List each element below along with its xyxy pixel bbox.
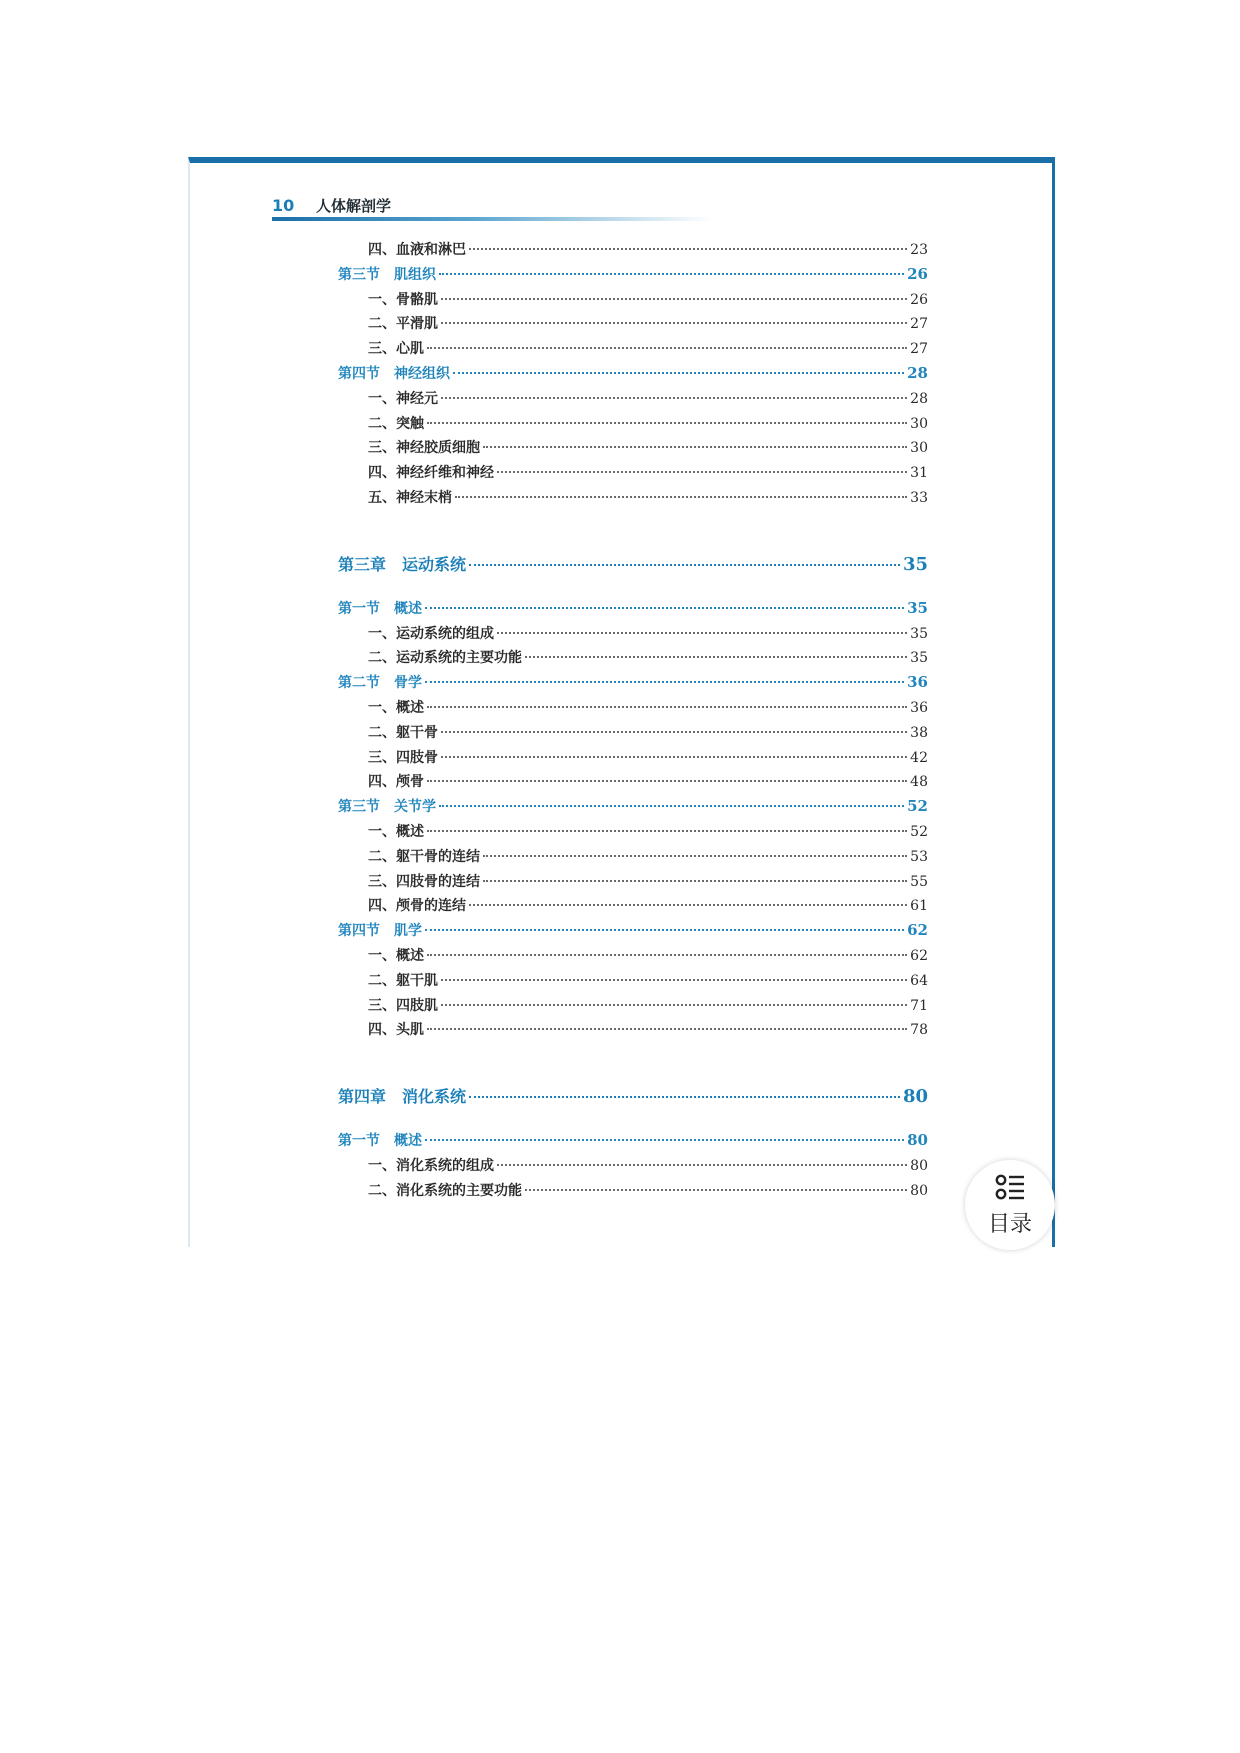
dot-leader [455,496,907,498]
dot-leader [441,731,907,733]
dot-leader [469,1096,900,1098]
page-ref: 35 [910,650,928,667]
dot-leader [441,322,907,324]
item-title: 四、神经纤维和神经 [368,465,494,482]
toc-item[interactable] [338,1180,928,1205]
page-ref: 52 [907,797,928,816]
dot-leader [497,1164,907,1166]
toc-item[interactable] [338,647,928,672]
dot-leader [425,607,904,609]
page-ref: 42 [910,749,928,766]
item-title: 一、概述 [368,699,424,716]
page-ref: 28 [910,390,928,407]
toc-group-2 [338,598,928,1044]
toc-item[interactable] [338,289,928,314]
toc-item[interactable] [338,871,928,896]
toc-item[interactable] [338,970,928,995]
dot-leader [453,372,904,374]
item-title: 二、平滑肌 [368,316,438,333]
toc-item[interactable] [338,437,928,462]
toc-item[interactable] [338,313,928,338]
header-rule [272,217,712,221]
page-ref: 30 [910,415,928,432]
section-number: 第四节 [338,365,380,382]
dot-leader [469,564,900,566]
item-title: 一、概述 [368,823,424,840]
dot-leader [427,422,907,424]
dot-leader [425,929,904,931]
section-number: 第一节 [338,600,380,617]
page-ref: 27 [910,341,928,358]
section-title: 骨学 [394,675,422,692]
item-title: 二、躯干骨 [368,724,438,741]
dot-leader [425,681,904,683]
item-title: 四、头肌 [368,1022,424,1039]
page-ref: 33 [910,489,928,506]
dot-leader [427,706,907,708]
page-ref: 36 [907,673,928,692]
chapter-number: 第三章 [338,554,387,574]
section-title: 神经组织 [394,365,450,382]
chapter-title: 运动系统 [402,554,467,574]
page-ref: 26 [907,264,928,283]
toc-item[interactable] [338,895,928,920]
page-ref: 48 [910,774,928,791]
dot-leader [427,1028,907,1030]
toc-item[interactable] [338,821,928,846]
item-title: 一、骨骼肌 [368,291,438,308]
page-ref: 62 [907,921,928,940]
page-ref: 26 [910,291,928,308]
toc-item[interactable] [338,462,928,487]
page-ref: 30 [910,440,928,457]
page-ref: 80 [910,1157,928,1174]
toc-item[interactable] [338,1155,928,1180]
item-title: 四、颅骨 [368,774,424,791]
section-title: 概述 [394,600,422,617]
dot-leader [427,830,907,832]
item-title: 一、概述 [368,947,424,964]
toc-item[interactable] [338,697,928,722]
dot-leader [469,248,907,250]
dot-leader [441,397,907,399]
dot-leader [441,979,907,981]
chapter-number: 第四章 [338,1087,387,1107]
toc-item[interactable] [338,995,928,1020]
item-title: 四、颅骨的连结 [368,898,466,915]
page-ref: 78 [910,1022,928,1039]
toc-section[interactable] [338,1130,928,1155]
section-number: 第三节 [338,799,380,816]
toc-chapter-3[interactable] [338,552,928,582]
toc-section[interactable] [338,598,928,623]
page-ref: 71 [910,997,928,1014]
item-title: 二、突触 [368,415,424,432]
dot-leader [427,780,907,782]
section-title: 概述 [394,1133,422,1150]
toc-section[interactable] [338,920,928,945]
toc-item[interactable] [338,1019,928,1044]
section-number: 第三节 [338,266,380,283]
dot-leader [427,347,907,349]
item-title: 二、消化系统的主要功能 [368,1182,522,1199]
item-title: 三、神经胶质细胞 [368,440,480,457]
book-title: 人体解剖学 [316,196,392,215]
item-title: 三、四肢骨的连结 [368,873,480,890]
item-title: 四、血液和淋巴 [368,242,466,258]
dot-leader [483,446,907,448]
page-ref: 35 [907,598,928,617]
chapter-page: 35 [902,553,928,575]
toc-item[interactable] [338,771,928,796]
dot-leader [525,656,907,658]
dot-leader [469,904,907,906]
page-ref: 61 [910,898,928,915]
toc-item[interactable] [338,722,928,747]
toc-item[interactable] [338,945,928,970]
item-title: 二、躯干骨的连结 [368,848,480,865]
page-ref: 35 [910,625,928,642]
dot-leader [441,298,907,300]
toc-item[interactable] [338,388,928,413]
page-ref: 52 [910,823,928,840]
page-header [272,193,391,217]
section-number: 第一节 [338,1133,380,1150]
page-ref: 31 [910,465,928,482]
page-ref: 55 [910,873,928,890]
book-page [188,157,1055,1247]
page-ref: 62 [910,947,928,964]
page-ref: 53 [910,848,928,865]
page-ref: 23 [910,242,928,258]
dot-leader [427,954,907,956]
toc-group-3 [338,1130,928,1204]
toc-button-label: 目录 [987,1211,1032,1237]
section-title: 关节学 [394,799,436,816]
toc-item[interactable] [338,338,928,363]
list-icon [995,1173,1025,1207]
toc-item[interactable] [338,747,928,772]
item-title: 三、四肢骨 [368,749,438,766]
page-ref: 80 [910,1182,928,1199]
item-title: 一、运动系统的组成 [368,625,494,642]
table-of-contents [338,239,928,1205]
item-title: 三、心肌 [368,341,424,358]
item-title: 二、躯干肌 [368,972,438,989]
page-ref: 27 [910,316,928,333]
chapter-title: 消化系统 [402,1087,467,1107]
dot-leader [497,632,907,634]
item-title: 二、运动系统的主要功能 [368,650,522,667]
toc-item[interactable] [338,846,928,871]
toc-item[interactable] [338,623,928,648]
chapter-page: 80 [902,1086,928,1108]
dot-leader [439,805,904,807]
dot-leader [441,1004,907,1006]
toc-section[interactable] [338,264,928,289]
dot-leader [525,1189,907,1191]
toc-chapter-4[interactable] [338,1084,928,1114]
dot-leader [441,756,907,758]
toc-item[interactable] [338,239,928,264]
section-number: 第四节 [338,923,380,940]
dot-leader [425,1139,904,1141]
toc-section[interactable] [338,363,928,388]
page-ref: 36 [910,699,928,716]
item-title: 三、四肢肌 [368,997,438,1014]
toc-item[interactable] [338,487,928,512]
toc-group-1 [338,239,928,512]
toc-button[interactable] [965,1160,1055,1250]
page-ref: 38 [910,724,928,741]
page-ref: 64 [910,972,928,989]
section-title: 肌组织 [394,266,436,283]
toc-section[interactable] [338,672,928,697]
page-number: 10 [272,195,295,215]
dot-leader [439,273,904,275]
toc-item[interactable] [338,413,928,438]
page-ref: 80 [907,1131,928,1150]
item-title: 一、神经元 [368,390,438,407]
item-title: 一、消化系统的组成 [368,1157,494,1174]
item-title: 五、神经末梢 [368,489,452,506]
dot-leader [483,880,907,882]
dot-leader [483,855,907,857]
page-ref: 28 [907,363,928,382]
section-title: 肌学 [394,923,422,940]
toc-section[interactable] [338,796,928,821]
dot-leader [497,471,907,473]
section-number: 第二节 [338,675,380,692]
